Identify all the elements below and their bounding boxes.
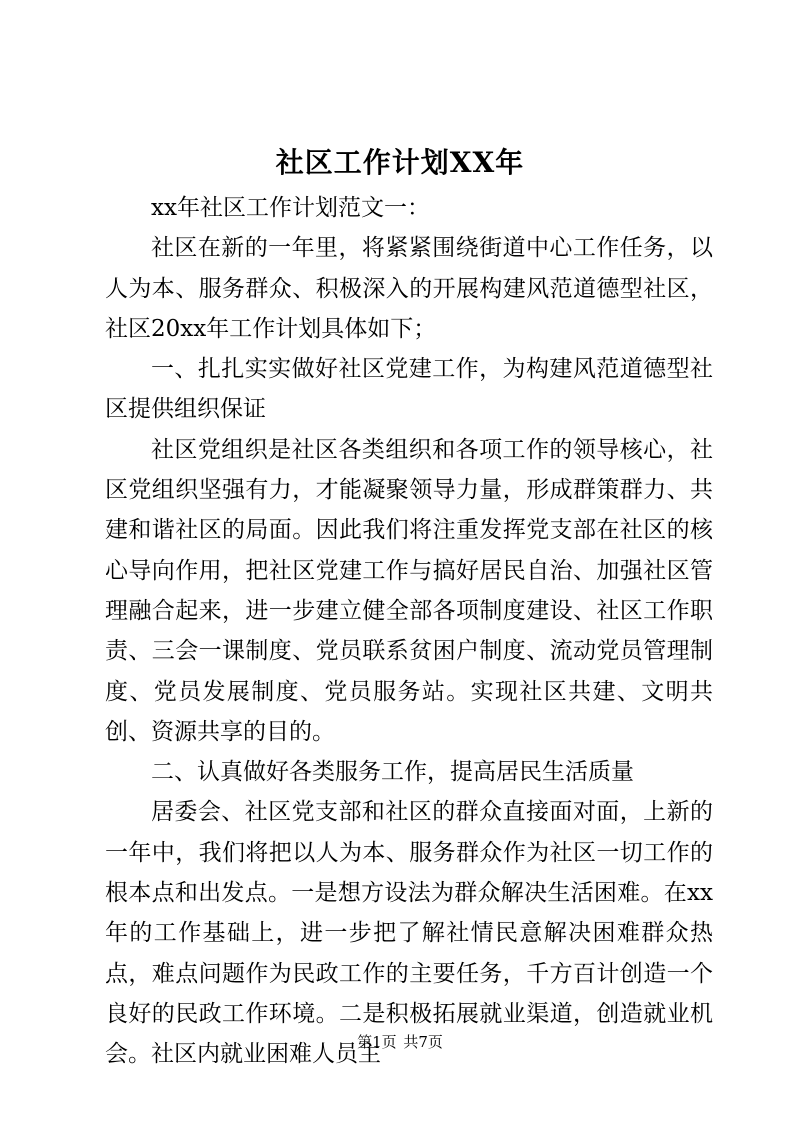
paragraph-intro: xx年社区工作计划范文一： [151,195,430,221]
section-heading-2: 二、认真做好各类服务工作，提高居民生活质量 [151,759,634,786]
paragraph-overview: 社区在新的一年里，将紧紧围绕街道中心工作任务，以人为本、服务群众、积极深入的开展构建风范道德型社区，社区20xx年工作计划具体如下； [105,235,713,342]
paragraph-services: 居委会、社区党支部和社区的群众直接面对面，上新的一年中，我们将把以人为本、服务群众作为社区一切工作的根本点和出发点。一是想方设法为群众解决生活困难。在xx年的工作基础上，进一步把了解社情民意解决困难群众热点，难点问题作为民政工作的主要任务，千方百计创造一个良好的民政工作环境。二是积极拓展就业渠道，创造就业机会。社区内就业困难人员主 [105,799,713,1068]
section-heading-1: 一、扎扎实实做好社区党建工作，为构建风范道德型社区提供组织保证 [105,356,713,423]
document-title: 社区工作计划XX年 [275,146,525,179]
paragraph-party-building: 社区党组织是社区各类组织和各项工作的领导核心，社区党组织坚强有力，才能凝聚领导力量，形成群策群力、共建和谐社区的局面。因此我们将注重发挥党支部在社区的核心导向作用，把社区党建工作与搞好居民自治、加强社区管理融合起来，进一步建立健全部各项制度建设、社区工作职责、三会一课制度、党员联系贫困户制度、流动党员管理制度、党员发展制度、党员服务站。实现社区共建、文明共创、资源共享的目的。 [105,436,713,745]
page-number-footer: 第1页 共7页 [357,1033,443,1051]
document-body [105,188,713,1075]
